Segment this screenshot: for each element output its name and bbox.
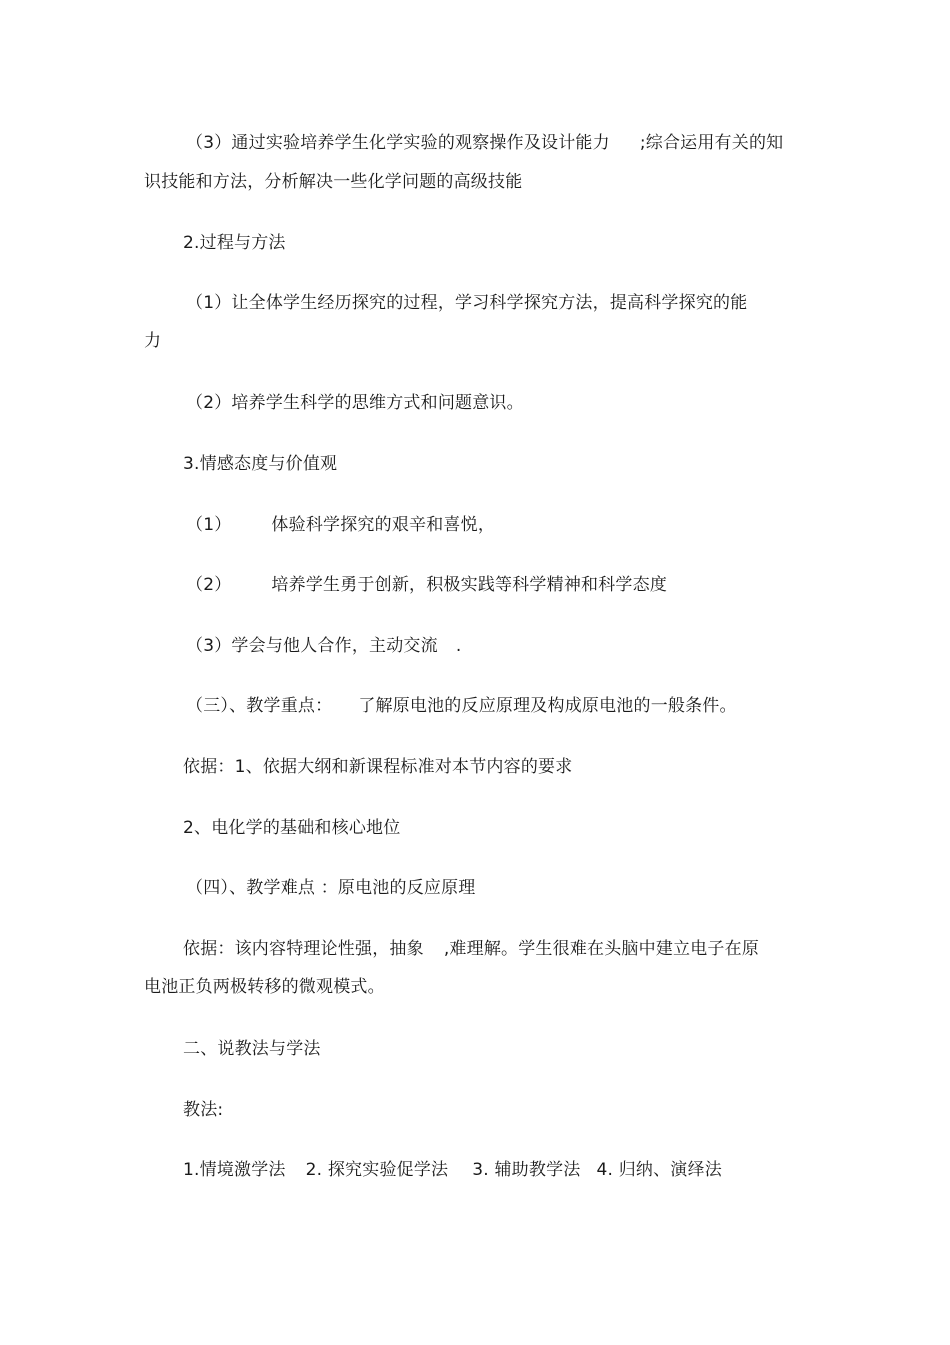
method-item: 4. 归纳、演绎法 (596, 1160, 722, 1180)
list-item (186, 635, 461, 657)
paragraph-text: ,难理解。学生很难在头脑中建立电子在原 (443, 939, 760, 959)
paragraph-line: （2）培养学生科学的思维方式和问题意识。 (186, 393, 524, 413)
method-list (183, 1159, 722, 1181)
list-end: . (455, 636, 462, 656)
paragraph-line: 依据：1、依据大纲和新课程标准对本节内容的要求 (183, 757, 573, 777)
method-item: 2. 探究实验促学法 (305, 1160, 449, 1180)
list-item (186, 514, 495, 536)
section-heading: 二、说教法与学法 (183, 1039, 321, 1059)
section-heading: 2.过程与方法 (183, 233, 286, 253)
method-item: 3. 辅助教学法 (472, 1160, 581, 1180)
section-heading: 3.情感态度与价值观 (183, 454, 338, 474)
paragraph-line (183, 938, 759, 960)
paragraph-line (186, 695, 737, 717)
list-number: （1） (186, 515, 232, 535)
list-text: 体验科学探究的艰辛和喜悦， (271, 515, 496, 535)
paragraph-line: 教法: (183, 1100, 224, 1120)
paragraph-line (144, 171, 522, 193)
method-item: 1.情境激学法 (183, 1160, 286, 1180)
paragraph-text: 依据：该内容特理论性强，抽象 (183, 939, 424, 959)
key-point-label: （三）、教学重点： (186, 696, 333, 716)
paragraph-line (186, 132, 783, 154)
paragraph-line: 力 (144, 331, 162, 351)
paragraph-line: （四）、教学难点 ：原电池的反应原理 (186, 878, 476, 898)
list-text: 培养学生勇于创新，积极实践等科学精神和科学态度 (271, 575, 668, 595)
paragraph-text: 识技能和方法，分析解决一些化学问题的高级技能 (144, 172, 523, 192)
paragraph-line: 电池正负两极转移的微观模式。 (144, 977, 385, 997)
paragraph-text: ;综合运用有关的知 (639, 133, 784, 153)
list-item (186, 574, 667, 596)
paragraph-text: （3）通过实验培养学生化学实验的观察操作及设计能力 (186, 133, 610, 153)
list-text: （3）学会与他人合作，主动交流 (186, 636, 438, 656)
paragraph-line: 2、电化学的基础和核心地位 (183, 818, 401, 838)
key-point-text: 了解原电池的反应原理及构成原电池的一般条件。 (358, 696, 737, 716)
list-number: （2） (186, 575, 232, 595)
paragraph-line: （1）让全体学生经历探究的过程，学习科学探究方法，提高科学探究的能 (186, 293, 748, 313)
